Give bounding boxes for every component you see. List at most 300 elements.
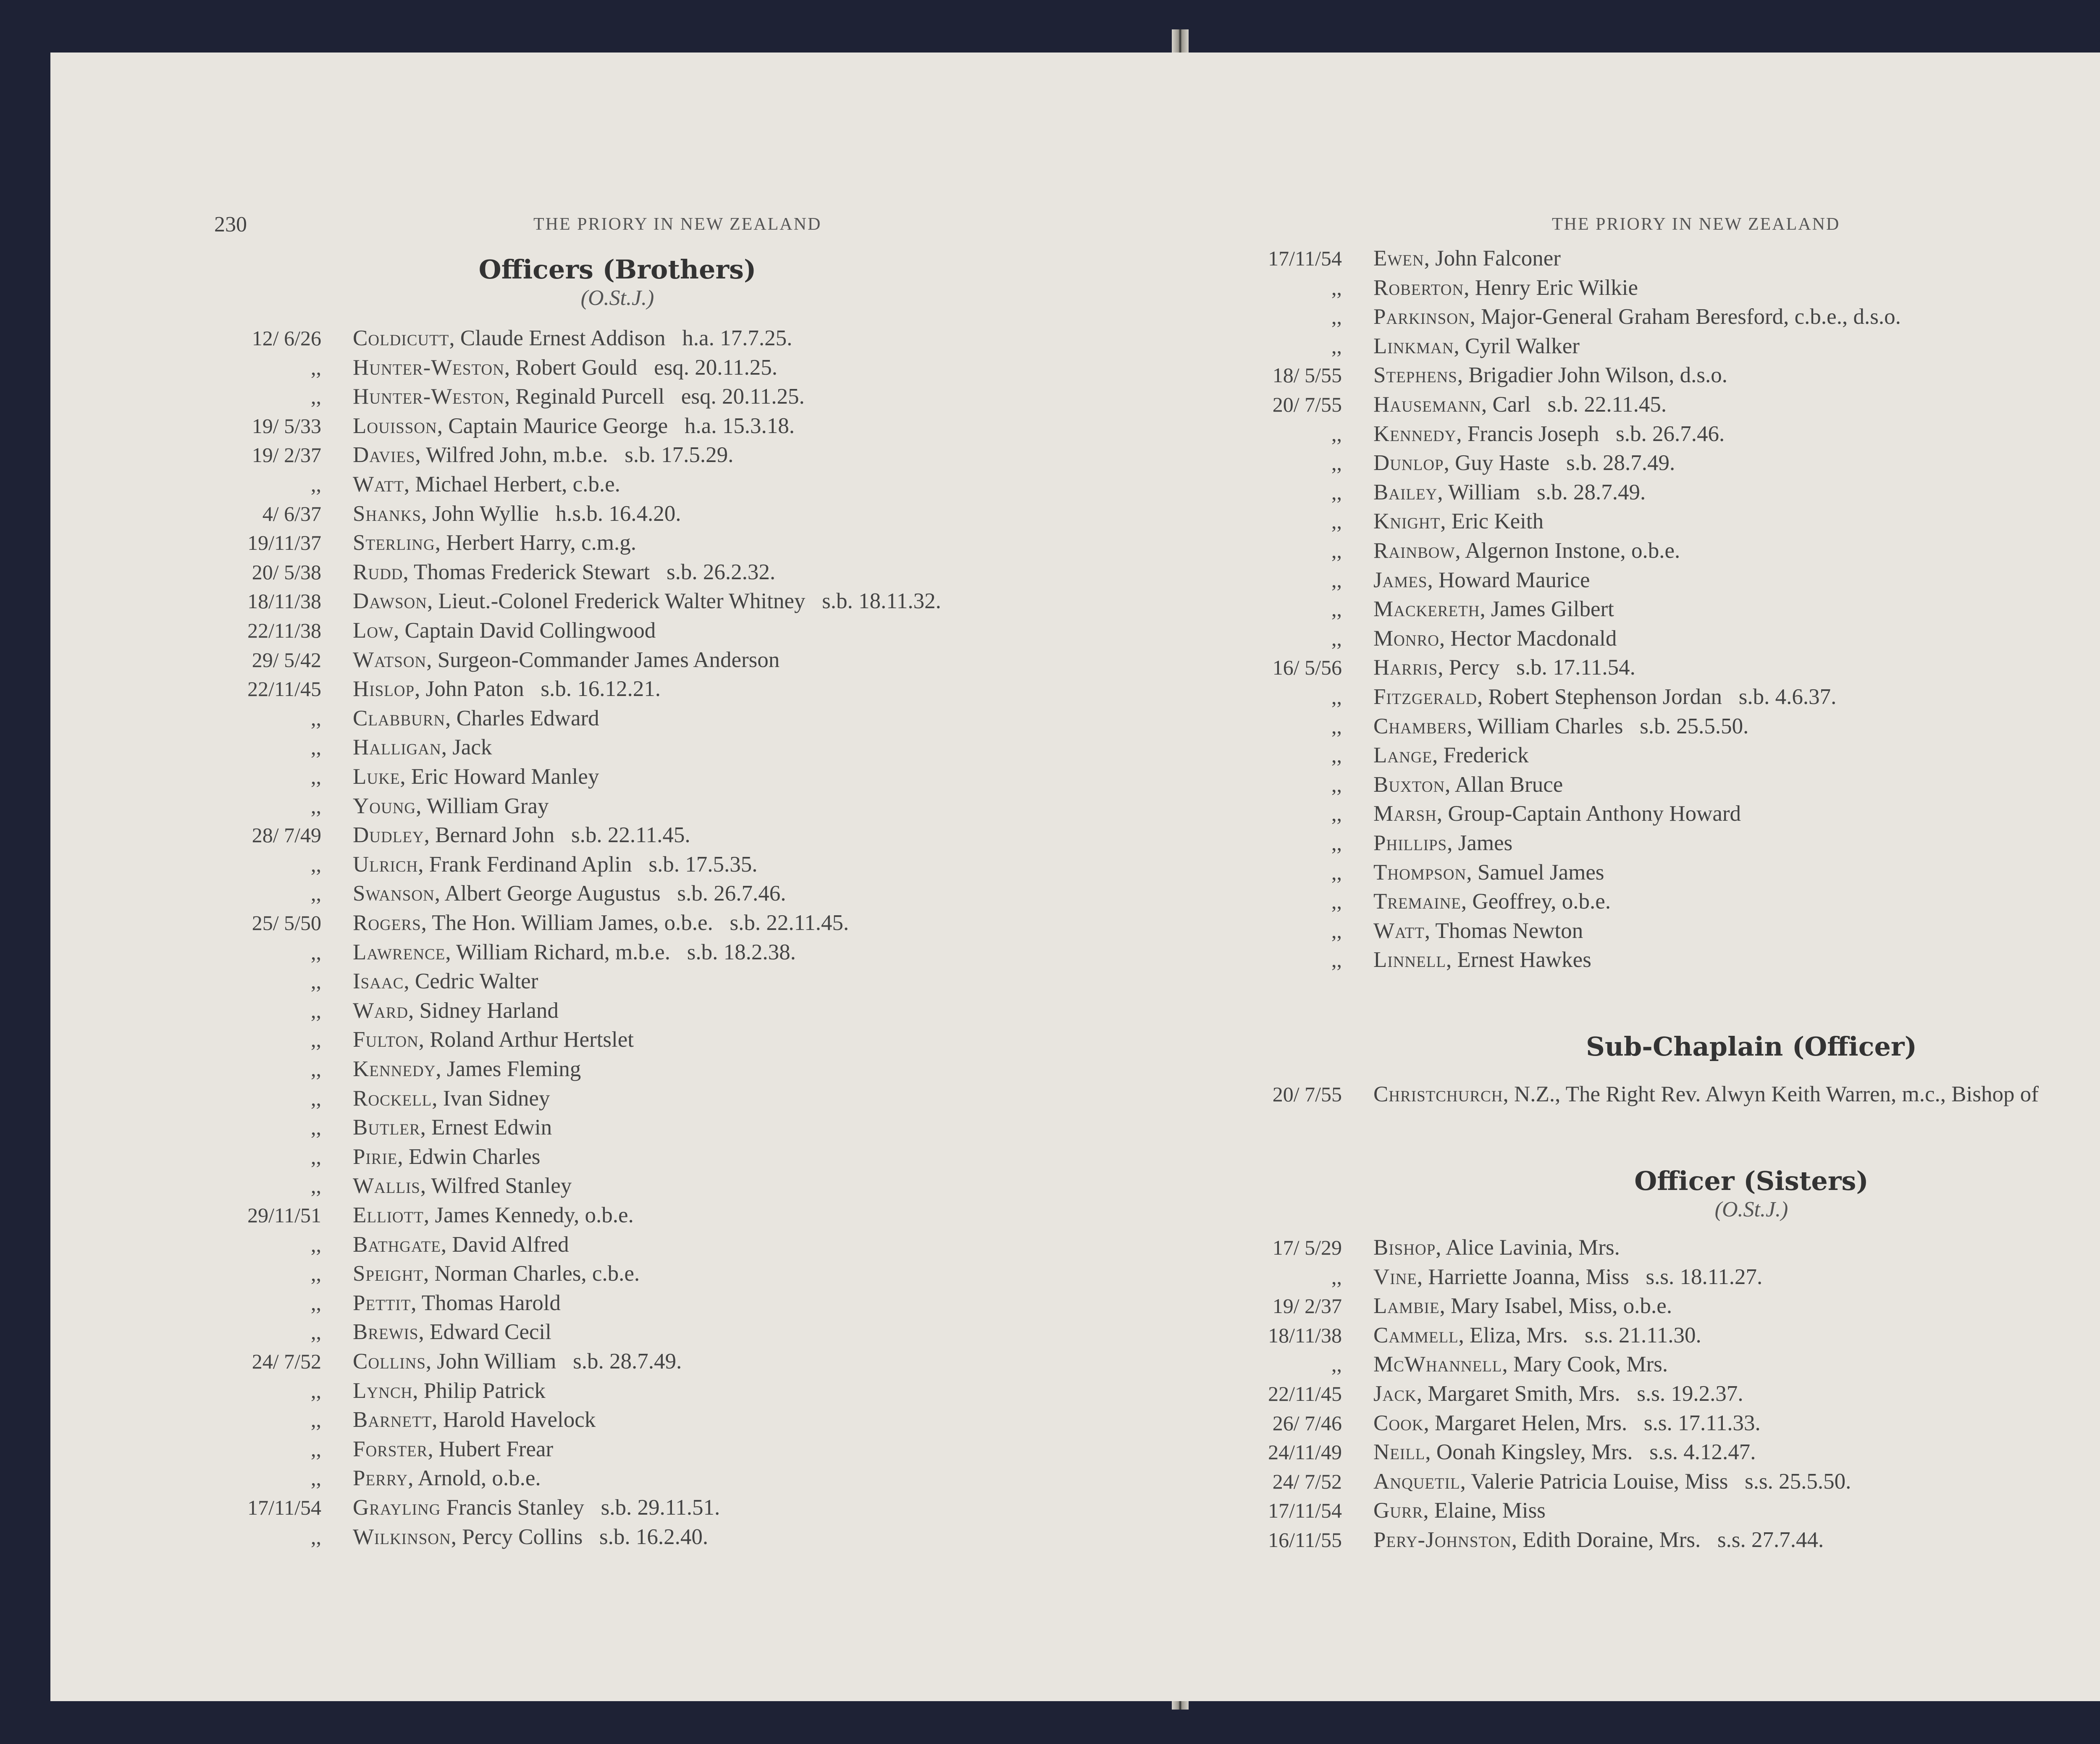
entry-name [1373, 1379, 1743, 1408]
section-title-officer-sisters: Officer (Sisters) [1634, 1166, 1869, 1196]
entry-name [1373, 1262, 1762, 1292]
entry-details: , Margaret Helen, Mrs. s.s. 17.11.33. [1423, 1410, 1761, 1435]
entry-name [353, 1434, 553, 1464]
section-title-officers-brothers: Officers (Brothers) [478, 254, 756, 285]
entry-date: ,, [311, 765, 321, 788]
entry-name [353, 323, 792, 353]
left-page [50, 53, 1184, 1701]
entry-name [1373, 507, 1544, 536]
entry-name [1373, 1291, 1672, 1321]
entry-surname: Coldicutt [353, 326, 449, 350]
entry-details: , Bernard John s.b. 22.11.45. [424, 823, 690, 848]
entry-date: ,, [311, 1232, 321, 1256]
entry-surname: Speight [353, 1261, 424, 1286]
entry-name [353, 1493, 720, 1522]
entry-name [353, 411, 795, 441]
entry-name [1373, 1233, 1620, 1262]
entry-details: , William s.b. 28.7.49. [1437, 480, 1646, 504]
entry-details: , Eric Keith [1440, 509, 1544, 534]
entry-details: , Harold Havelock [432, 1408, 596, 1432]
entry-surname: Gurr [1373, 1498, 1423, 1523]
entry-date: 24/ 7/52 [252, 1350, 321, 1373]
entry-name [1373, 331, 1580, 361]
entry-details: , Group-Captain Anthony Howard [1436, 801, 1741, 826]
entry-surname: Rainbow [1373, 538, 1455, 563]
entry-surname: Chambers [1373, 714, 1467, 738]
entry-details: , Charles Edward [445, 706, 599, 730]
entry-name [1373, 712, 1748, 741]
entry-details: , Captain David Collingwood [394, 618, 656, 643]
entry-date: ,, [1331, 919, 1342, 943]
entry-name [353, 908, 849, 938]
entry-surname: Louisson [353, 413, 437, 438]
entry-surname: Lambie [1373, 1294, 1440, 1319]
entry-surname: Fulton [353, 1027, 419, 1052]
entry-date: ,, [311, 1466, 321, 1490]
entry-name [353, 557, 775, 587]
entry-name [353, 645, 780, 675]
entry-surname: Thompson [1373, 860, 1467, 885]
entry-date: ,, [1331, 685, 1342, 709]
entry-details: , Claude Ernest Addison h.a. 17.7.25. [449, 326, 793, 350]
entry-name [353, 1376, 546, 1405]
entry-name [353, 1317, 551, 1347]
entry-name [1373, 536, 1680, 565]
entry-surname: Forster [353, 1437, 428, 1461]
entry-details: , William Gray [416, 793, 549, 818]
entry-surname: Pettit [353, 1290, 411, 1315]
entry-details: , Edith Doraine, Mrs. s.s. 27.7.44. [1511, 1528, 1824, 1552]
entry-surname: Kennedy [1373, 421, 1457, 446]
entry-surname: Buxton [1373, 772, 1445, 797]
entry-date: ,, [1331, 890, 1342, 914]
entry-name [1373, 828, 1512, 858]
entry-name [1373, 916, 1583, 946]
entry-date: 24/11/49 [1268, 1440, 1342, 1464]
entry-surname: Low [353, 618, 394, 643]
entry-surname: Wilkinson [353, 1524, 451, 1549]
entry-name [1373, 858, 1604, 887]
running-head: THE PRIORY IN NEW ZEALAND [533, 215, 822, 234]
entry-details: , Norman Charles, c.b.e. [423, 1261, 640, 1286]
entry-date: ,, [1331, 510, 1342, 533]
entry-name [353, 1200, 634, 1230]
entry-details: , Edward Cecil [418, 1320, 551, 1345]
entry-date: ,, [311, 969, 321, 993]
entry-date: ,, [311, 1028, 321, 1052]
entry-surname: Barnett [353, 1408, 432, 1432]
entry-surname: Ewen [1373, 246, 1424, 271]
section-subtitle: (O.St.J.) [580, 286, 654, 310]
entry-details: , Mary Isabel, Miss, o.b.e. [1439, 1294, 1672, 1319]
entry-date: ,, [311, 1437, 321, 1461]
entry-name [1373, 302, 1901, 331]
entry-date: ,, [311, 1320, 321, 1344]
entry-date: 29/11/51 [247, 1203, 321, 1227]
entry-surname: Tremaine [1373, 889, 1461, 914]
entry-surname: Monro [1373, 626, 1439, 651]
entry-surname: Young [353, 793, 416, 818]
entry-date: ,, [311, 998, 321, 1022]
entry-details: , Michael Herbert, c.b.e. [404, 472, 620, 496]
entry-surname: Anquetil [1373, 1469, 1460, 1494]
entry-details: , Ernest Edwin [420, 1115, 552, 1140]
entry-date: ,, [311, 1408, 321, 1432]
entry-surname: Bailey [1373, 480, 1438, 504]
entry-name [1373, 478, 1646, 507]
entry-surname: Bishop [1373, 1235, 1436, 1260]
entry-details: , Percy s.b. 17.11.54. [1438, 655, 1635, 680]
entry-surname: Wallis [353, 1174, 420, 1198]
entry-date: ,, [311, 706, 321, 730]
entry-date: ,, [311, 794, 321, 818]
entry-name [353, 674, 661, 704]
entry-surname: Pirie [353, 1144, 398, 1169]
entry-name [1373, 653, 1635, 682]
entry-details: , Thomas Newton [1424, 918, 1583, 943]
entry-date: 28/ 7/49 [252, 823, 321, 847]
entry-surname: Pery-Johnston [1373, 1528, 1512, 1552]
entry-details: , Thomas Frederick Stewart s.b. 26.2.32. [403, 559, 776, 584]
entry-name [353, 586, 941, 616]
entry-date: 19/ 2/37 [252, 443, 321, 467]
entry-date: ,, [1331, 831, 1342, 855]
entry-name [353, 1230, 569, 1259]
entry-details: , John Paton s.b. 16.12.21. [415, 677, 661, 701]
entry-details: , Brigadier John Wilson, d.s.o. [1457, 363, 1728, 388]
entry-details: , Eric Howard Manley [400, 764, 599, 789]
entry-date: 17/ 5/29 [1272, 1236, 1342, 1259]
entry-date: ,, [311, 1262, 321, 1286]
entry-date: 17/11/54 [1268, 247, 1342, 270]
entry-details: , Algernon Instone, o.b.e. [1455, 538, 1680, 563]
entry-surname: Hunter-Weston [353, 355, 504, 380]
entry-name [353, 967, 538, 996]
entry-name [1373, 799, 1741, 828]
entry-name [1373, 741, 1529, 770]
entry-details: , John Falconer [1424, 246, 1561, 271]
entry-name [353, 1463, 541, 1493]
entry-details: , Reginald Purcell esq. 20.11.25. [504, 384, 805, 409]
entry-surname: Sterling [353, 531, 435, 555]
entry-date: ,, [1331, 1353, 1342, 1376]
section-subtitle: (O.St.J.) [1714, 1198, 1788, 1221]
entry-name [353, 499, 681, 528]
entry-details: , Cedric Walter [404, 969, 538, 994]
entry-details: , Alice Lavinia, Mrs. [1436, 1235, 1620, 1260]
entry-name [1373, 244, 1561, 273]
entry-name [353, 791, 549, 821]
entry-date: ,, [1331, 334, 1342, 358]
entry-details: , Geoffrey, o.b.e. [1461, 889, 1611, 914]
entry-surname: Mackereth [1373, 597, 1480, 622]
entry-surname: Rockell [353, 1086, 432, 1111]
entry-details: , Hector Macdonald [1439, 626, 1617, 651]
entry-surname: Dudley [353, 823, 424, 848]
entry-name [1373, 390, 1667, 419]
entry-date: 18/11/38 [247, 589, 321, 613]
entry-date: ,, [311, 1086, 321, 1110]
entry-details: , James Kennedy, o.b.e. [423, 1203, 634, 1227]
entry-date: ,, [311, 1525, 321, 1549]
entry-name [353, 440, 733, 470]
entry-surname: Cook [1373, 1410, 1424, 1435]
entry-surname: McWhannell [1373, 1352, 1502, 1377]
entry-date: 22/11/45 [247, 677, 321, 701]
entry-details: , Robert Stephenson Jordan s.b. 4.6.37. [1477, 685, 1837, 709]
entry-date: ,, [1331, 743, 1342, 767]
entry-details: , John William s.b. 28.7.49. [425, 1349, 682, 1374]
entry-surname: Roberton [1373, 275, 1464, 300]
entry-name [353, 1288, 561, 1318]
entry-details: , Francis Joseph s.b. 26.7.46. [1456, 421, 1725, 446]
entry-details: , Margaret Smith, Mrs. s.s. 19.2.37. [1416, 1382, 1743, 1406]
entry-date: ,, [1331, 948, 1342, 972]
entry-surname: Marsh [1373, 801, 1437, 826]
entry-name [353, 733, 492, 762]
entry-name [1373, 419, 1725, 449]
entry-surname: Lawrence [353, 940, 446, 964]
entry-date: ,, [311, 882, 321, 906]
entry-surname: Harris [1373, 655, 1438, 680]
entry-date: 4/ 6/37 [262, 502, 321, 525]
entry-surname: Linkman [1373, 334, 1454, 358]
entry-date: 29/ 5/42 [252, 648, 321, 672]
entry-date: 18/11/38 [1268, 1323, 1342, 1347]
entry-name [353, 850, 758, 879]
entry-surname: Ward [353, 998, 409, 1023]
entry-details: , Samuel James [1466, 860, 1604, 885]
entry-details: , Guy Haste s.b. 28.7.49. [1444, 451, 1675, 475]
entry-surname: Collins [353, 1349, 426, 1374]
entry-surname: Clabburn [353, 706, 446, 730]
entry-surname: Watson [353, 647, 427, 672]
entry-details: , Lieut.-Colonel Frederick Walter Whitney s.b. 18.11.32. [427, 589, 941, 614]
entry-date: ,, [1331, 1265, 1342, 1289]
entry-date: ,, [311, 940, 321, 964]
entry-name [353, 820, 690, 850]
entry-surname: Kennedy [353, 1057, 436, 1081]
entry-date: ,, [311, 473, 321, 496]
entry-date: 12/ 6/26 [252, 326, 321, 350]
entry-name [353, 879, 786, 908]
entry-name [353, 1171, 572, 1200]
entry-name [1373, 360, 1727, 390]
running-head: THE PRIORY IN NEW ZEALAND [1552, 215, 1840, 234]
entry-date: ,, [1331, 860, 1342, 884]
entry-details: , Carl s.b. 22.11.45. [1481, 392, 1667, 417]
entry-details: , Cyril Walker [1454, 334, 1580, 358]
entry-name [353, 938, 796, 967]
entry-surname: Swanson [353, 881, 435, 906]
entry-surname: Christchurch [1373, 1082, 1503, 1106]
entry-date: ,, [311, 1174, 321, 1198]
entry-details: , Mary Cook, Mrs. [1502, 1352, 1668, 1377]
entry-name [353, 528, 636, 557]
entry-date: ,, [1331, 480, 1342, 504]
entry-surname: Cammell [1373, 1323, 1459, 1347]
entry-name [1373, 273, 1638, 302]
entry-surname: Watt [1373, 918, 1425, 943]
entry-date: 25/ 5/50 [252, 911, 321, 935]
entry-details: , Elaine, Miss [1423, 1498, 1546, 1523]
entry-details: , Oonah Kingsley, Mrs. s.s. 4.12.47. [1425, 1440, 1756, 1465]
entry-name [353, 762, 599, 791]
entry-date: ,, [311, 355, 321, 379]
entry-details: , Herbert Harry, c.m.g. [435, 531, 636, 555]
entry-details: , Ivan Sidney [432, 1086, 550, 1111]
entry-name [1373, 1525, 1824, 1555]
entry-date: ,, [1331, 597, 1342, 621]
entry-name [353, 1113, 552, 1142]
entry-date: 24/ 7/52 [1272, 1469, 1342, 1493]
entry-details: , Howard Maurice [1427, 567, 1590, 592]
entry-details: Francis Stanley s.b. 29.11.51. [441, 1495, 720, 1520]
entry-name [353, 353, 777, 382]
entry-name [353, 1405, 596, 1434]
entry-name [1373, 682, 1836, 712]
entry-date: ,, [1331, 422, 1342, 446]
entry-details: , David Alfred [441, 1232, 569, 1257]
entry-details: , Sidney Harland [408, 998, 559, 1023]
entry-surname: Lynch [353, 1378, 413, 1403]
entry-surname: Isaac [353, 969, 404, 994]
entry-surname: Butler [353, 1115, 420, 1140]
entry-details: , N.Z., The Right Rev. Alwyn Keith Warren, m.c., Bishop of [1503, 1082, 2039, 1106]
entry-date: 17/11/54 [247, 1496, 321, 1519]
entry-date: ,, [311, 385, 321, 409]
entry-surname: Rogers [353, 911, 421, 935]
entry-details: , Harriette Joanna, Miss s.s. 18.11.27. [1417, 1264, 1763, 1289]
entry-date: 20/ 7/55 [1272, 393, 1342, 416]
entry-surname: James [1373, 567, 1428, 592]
entry-details: , James Fleming [436, 1057, 581, 1081]
entry-name [1373, 565, 1590, 595]
entry-details: , Arnold, o.b.e. [408, 1466, 541, 1491]
entry-surname: Fitzgerald [1373, 685, 1478, 709]
entry-name [353, 1054, 581, 1084]
entry-date: ,, [1331, 539, 1342, 562]
entry-date: ,, [311, 1291, 321, 1315]
entry-date: 22/11/45 [1268, 1382, 1342, 1405]
entry-name [353, 704, 599, 733]
entry-date: 19/ 5/33 [252, 414, 321, 438]
entry-name [1373, 770, 1563, 799]
entry-surname: Grayling [353, 1495, 441, 1520]
entry-surname: Dunlop [1373, 451, 1444, 475]
entry-details: , Albert George Augustus s.b. 26.7.46. [434, 881, 786, 906]
entry-name [353, 1084, 550, 1113]
entry-date: ,, [1331, 276, 1342, 299]
entry-date: ,, [1331, 714, 1342, 738]
entry-name [353, 1025, 634, 1054]
entry-surname: Shanks [353, 501, 421, 526]
entry-surname: Watt [353, 472, 404, 496]
entry-date: ,, [1331, 772, 1342, 796]
entry-details: , Hubert Frear [428, 1437, 554, 1461]
entry-date: 26/ 7/46 [1272, 1411, 1342, 1435]
entry-surname: Lange [1373, 743, 1433, 768]
entry-name [353, 382, 805, 411]
entry-date: 18/ 5/55 [1272, 363, 1342, 387]
entry-date: ,, [311, 735, 321, 759]
entry-details: , James Gilbert [1480, 597, 1614, 622]
entry-surname: Elliott [353, 1203, 424, 1227]
entry-details: , Roland Arthur Hertslet [418, 1027, 634, 1052]
entry-details: , Allan Bruce [1445, 772, 1563, 797]
entry-details: , Jack [441, 735, 492, 760]
entry-surname: Halligan [353, 735, 441, 760]
entry-surname: Hunter-Weston [353, 384, 504, 409]
entry-date: ,, [1331, 802, 1342, 826]
entry-date: 20/ 7/55 [1272, 1082, 1342, 1106]
entry-surname: Luke [353, 764, 400, 789]
entry-date: 20/ 5/38 [252, 560, 321, 584]
entry-details: , Percy Collins s.b. 16.2.40. [451, 1524, 709, 1549]
entry-surname: Rudd [353, 559, 403, 584]
entry-date: ,, [311, 1116, 321, 1140]
entry-name [353, 1259, 640, 1288]
entry-details: , Robert Gould esq. 20.11.25. [504, 355, 778, 380]
entry-surname: Dawson [353, 589, 427, 614]
entry-details: , Frank Ferdinand Aplin s.b. 17.5.35. [418, 852, 758, 877]
entry-details: , Edwin Charles [397, 1144, 541, 1169]
entry-name [353, 1142, 540, 1171]
entry-name [353, 1522, 708, 1552]
section-title-sub-chaplain: Sub-Chaplain (Officer) [1586, 1031, 1917, 1062]
entry-surname: Phillips [1373, 831, 1447, 855]
entry-date: 16/11/55 [1268, 1528, 1342, 1552]
entry-date: 17/11/54 [1268, 1499, 1342, 1523]
entry-name [1373, 448, 1675, 478]
entry-details: , James [1447, 831, 1513, 855]
entry-details: , Valerie Patricia Louise, Miss s.s. 25.5.50. [1460, 1469, 1851, 1494]
entry-details: , The Hon. William James, o.b.e. s.b. 22.11.45. [421, 911, 849, 935]
entry-name [1373, 945, 1591, 974]
entry-name [1373, 594, 1614, 624]
entry-surname: Linnell [1373, 948, 1446, 972]
entry-details: , Ernest Hawkes [1446, 948, 1591, 972]
page-number: 230 [214, 213, 247, 236]
entry-details: , William Richard, m.b.e. s.b. 18.2.38. [445, 940, 796, 964]
entry-details: , Surgeon-Commander James Anderson [426, 647, 780, 672]
entry-surname: Neill [1373, 1440, 1425, 1465]
entry-details: , William Charles s.b. 25.5.50. [1467, 714, 1749, 738]
entry-details: , Eliza, Mrs. s.s. 21.11.30. [1458, 1323, 1701, 1347]
entry-name [1373, 1321, 1701, 1350]
entry-name [1373, 1350, 1668, 1379]
entry-name [1373, 1079, 2039, 1109]
entry-date: ,, [1331, 568, 1342, 592]
entry-name [1373, 1496, 1546, 1525]
entry-surname: Stephens [1373, 363, 1457, 388]
entry-date: ,, [1331, 626, 1342, 650]
entry-surname: Brewis [353, 1320, 419, 1345]
entry-date: ,, [1331, 305, 1342, 329]
entry-surname: Jack [1373, 1382, 1417, 1406]
entry-surname: Parkinson [1373, 305, 1470, 329]
entry-date: 19/ 2/37 [1272, 1294, 1342, 1318]
entry-date: ,, [311, 1057, 321, 1081]
entry-date: ,, [311, 852, 321, 876]
entry-details: , Henry Eric Wilkie [1464, 275, 1638, 300]
entry-details: , John Wyllie h.s.b. 16.4.20. [421, 501, 681, 526]
entry-surname: Knight [1373, 509, 1441, 534]
entry-name [353, 996, 559, 1025]
entry-details: , Philip Patrick [412, 1378, 546, 1403]
entry-surname: Davies [353, 443, 415, 468]
entry-surname: Ulrich [353, 852, 418, 877]
